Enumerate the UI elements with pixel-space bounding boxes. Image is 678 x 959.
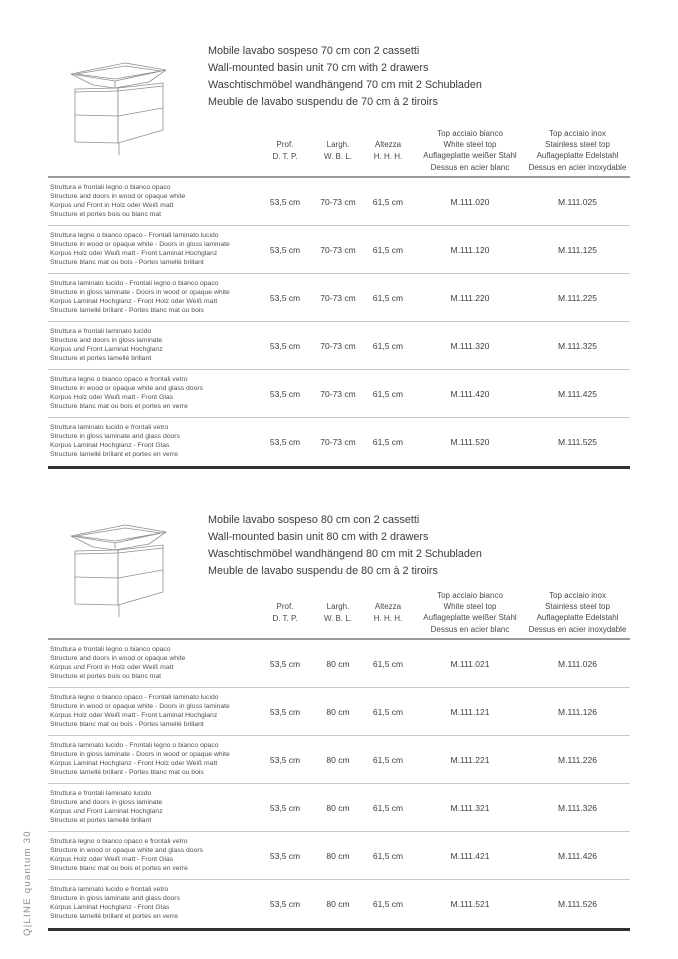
product-table-80cm	[48, 582, 630, 931]
finish-description	[48, 178, 255, 225]
depth-value: 53,5 cm	[269, 899, 301, 909]
width-value: 70-73 cm	[320, 388, 356, 399]
desc-line-de: Korpus Holz oder Weiß matt - Front Glas	[50, 394, 174, 401]
desc-line-de: Korpus Holz oder Weiß matt - Front Glas	[50, 856, 174, 863]
white-top-code: M.111.121	[450, 706, 490, 717]
product-title-en: Wall-mounted basin unit 70 cm with 2 drawers	[208, 62, 429, 74]
col-header-line: Stainless steel top	[545, 602, 610, 612]
table-header-row	[48, 582, 630, 640]
col-header-stainless-top	[525, 128, 630, 176]
white-top-code: M.111.321	[450, 802, 490, 813]
height-value: 61,5 cm	[372, 899, 404, 909]
col-header-line: Largh.	[326, 140, 350, 150]
product-title-de: Waschtischmöbel wandhängend 80 cm mit 2 Schubladen	[208, 548, 482, 560]
finish-description	[48, 640, 255, 687]
desc-line-en: Structure and doors in gloss laminate	[50, 799, 163, 806]
col-header-line: Auflageplatte weißer Stahl	[423, 613, 517, 623]
col-header-line: H. H. H.	[373, 151, 403, 161]
white-top-code: M.111.220	[450, 292, 490, 303]
desc-line-fr: Structure et portes bois ou blanc mat	[50, 673, 162, 680]
desc-line-it: Struttura e frontali laminato lucido	[50, 328, 152, 335]
product-title-fr: Meuble de lavabo suspendu de 70 cm à 2 tiroirs	[208, 96, 438, 108]
desc-line-en: Structure in wood or opaque white - Doors in gloss laminate	[50, 703, 230, 710]
inox-top-code: M.111.325	[558, 340, 597, 351]
table-row	[48, 736, 630, 784]
table-row	[48, 784, 630, 832]
desc-line-de: Korpus Laminat Hochglanz - Front Holz oder Weiß matt	[50, 298, 218, 305]
desc-line-en: Structure in gloss laminate and glass doors	[50, 433, 180, 440]
width-value: 70-73 cm	[320, 437, 356, 447]
col-header-depth	[255, 139, 315, 176]
desc-line-en: Structure in wood or opaque white and glass doors	[50, 385, 204, 392]
desc-line-de: Korpus und Front in Holz oder Weiß matt	[50, 202, 174, 209]
height-value: 61,5 cm	[372, 658, 404, 669]
desc-line-it: Struttura legno o bianco opaco - Frontali laminato lucido	[50, 694, 219, 701]
col-header-white-steel-top	[415, 590, 525, 638]
depth-value: 53,5 cm	[269, 340, 301, 351]
width-value: 70-73 cm	[320, 292, 356, 303]
depth-value: 53,5 cm	[269, 706, 301, 717]
col-header-line: Top acciaio inox	[549, 590, 606, 600]
col-header-line: Altezza	[374, 140, 402, 150]
col-header-line: Dessus en acier inoxydable	[528, 624, 627, 634]
col-header-width	[315, 139, 361, 176]
width-value: 80 cm	[326, 802, 350, 813]
width-value: 80 cm	[326, 850, 350, 861]
finish-description	[48, 736, 255, 783]
desc-line-en: Structure in gloss laminate - Doors in wood or opaque white	[50, 751, 230, 758]
inox-top-code: M.111.525	[558, 437, 597, 447]
desc-line-it: Struttura laminato lucido - Frontali legno o bianco opaco	[50, 280, 219, 287]
finish-description	[48, 274, 255, 321]
inox-top-code: M.111.125	[558, 244, 597, 255]
table-row	[48, 640, 630, 688]
table-row	[48, 688, 630, 736]
col-header-line: Prof.	[276, 602, 294, 612]
width-value: 70-73 cm	[320, 196, 356, 207]
col-header-line: Dessus en acier blanc	[430, 162, 510, 172]
inox-top-code: M.111.126	[558, 706, 597, 717]
product-title-block	[208, 512, 482, 580]
desc-line-it: Struttura e frontali laminato lucido	[50, 790, 152, 797]
height-value: 61,5 cm	[372, 244, 404, 255]
col-header-line: Auflageplatte weißer Stahl	[423, 151, 517, 161]
desc-line-fr: Structure et portes lamellé brillant	[50, 817, 152, 824]
desc-line-it: Struttura laminato lucido e frontali vetro	[50, 886, 169, 893]
height-value: 61,5 cm	[372, 340, 404, 351]
product-title-it: Mobile lavabo sospeso 80 cm con 2 cassetti	[208, 514, 420, 526]
inox-top-code: M.111.526	[558, 899, 597, 909]
col-header-line: Top acciaio bianco	[437, 590, 503, 600]
width-value: 80 cm	[326, 658, 350, 669]
depth-value: 53,5 cm	[269, 292, 301, 303]
desc-line-en: Structure in gloss laminate - Doors in wood or opaque white	[50, 289, 230, 296]
finish-description	[48, 784, 255, 831]
table-row	[48, 418, 630, 466]
white-top-code: M.111.120	[450, 244, 490, 255]
col-header-line: Altezza	[374, 602, 402, 612]
white-top-code: M.111.221	[450, 754, 490, 765]
desc-line-it: Struttura e frontali legno o bianco opaco	[50, 184, 171, 191]
inox-top-code: M.111.326	[558, 802, 597, 813]
product-title-en: Wall-mounted basin unit 80 cm with 2 drawers	[208, 531, 429, 543]
white-top-code: M.111.020	[450, 196, 490, 207]
desc-line-it: Struttura e frontali legno o bianco opaco	[50, 646, 171, 653]
col-header-depth	[255, 601, 315, 638]
white-top-code: M.111.521	[450, 899, 490, 909]
white-top-code: M.111.520	[450, 437, 490, 447]
table-row	[48, 178, 630, 226]
inox-top-code: M.111.426	[558, 850, 597, 861]
desc-line-en: Structure in wood or opaque white and glass doors	[50, 847, 204, 854]
depth-value: 53,5 cm	[269, 658, 301, 669]
table-row	[48, 370, 630, 418]
table-row	[48, 322, 630, 370]
height-value: 61,5 cm	[372, 292, 404, 303]
desc-line-en: Structure in gloss laminate and glass doors	[50, 895, 180, 902]
desc-line-de: Korpus und Front Laminat Hochglanz	[50, 808, 163, 815]
col-header-stainless-top	[525, 590, 630, 638]
height-value: 61,5 cm	[372, 196, 404, 207]
col-header-line: W. B. L.	[323, 151, 352, 161]
finish-description	[48, 880, 255, 928]
depth-value: 53,5 cm	[269, 388, 301, 399]
col-header-line: Dessus en acier blanc	[430, 624, 510, 634]
desc-line-de: Korpus Holz oder Weiß matt - Front Laminat Hochglanz	[50, 250, 218, 257]
desc-line-de: Korpus Laminat Hochglanz - Front Glas	[50, 904, 170, 911]
depth-value: 53,5 cm	[269, 437, 301, 447]
col-header-line: Auflageplatte Edelstahl	[536, 613, 619, 623]
desc-line-en: Structure and doors in wood or opaque white	[50, 193, 186, 200]
col-header-height	[361, 139, 415, 176]
product-title-block	[208, 43, 482, 111]
desc-line-it: Struttura legno o bianco opaco - Frontali laminato lucido	[50, 232, 219, 239]
desc-line-fr: Structure blanc mat ou bois - Portes lamellé brillant	[50, 259, 204, 266]
desc-line-fr: Structure et portes bois ou blanc mat	[50, 211, 162, 218]
desc-line-fr: Structure blanc mat ou bois et portes en verre	[50, 403, 188, 410]
width-value: 80 cm	[326, 706, 350, 717]
depth-value: 53,5 cm	[269, 802, 301, 813]
width-value: 80 cm	[326, 754, 350, 765]
white-top-code: M.111.420	[450, 388, 490, 399]
col-header-line: W. B. L.	[323, 613, 352, 623]
desc-line-fr: Structure et portes lamellé brillant	[50, 355, 152, 362]
col-header-line: Largh.	[326, 602, 350, 612]
depth-value: 53,5 cm	[269, 754, 301, 765]
table-header-row	[48, 120, 630, 178]
desc-line-fr: Structure lamellé brillant et portes en verre	[50, 913, 179, 920]
desc-line-it: Struttura laminato lucido - Frontali legno o bianco opaco	[50, 742, 219, 749]
height-value: 61,5 cm	[372, 850, 404, 861]
table-row	[48, 274, 630, 322]
col-header-line: Prof.	[276, 140, 294, 150]
width-value: 70-73 cm	[320, 340, 356, 351]
table-row	[48, 880, 630, 928]
col-header-width	[315, 601, 361, 638]
finish-description	[48, 832, 255, 879]
col-header-line: D. T. P.	[272, 613, 298, 623]
height-value: 61,5 cm	[372, 802, 404, 813]
finish-description	[48, 370, 255, 417]
width-value: 80 cm	[326, 899, 350, 909]
col-header-line: D. T. P.	[272, 151, 298, 161]
inox-top-code: M.111.025	[558, 196, 597, 207]
product-title-de: Waschtischmöbel wandhängend 70 cm mit 2 Schubladen	[208, 79, 482, 91]
col-header-line: Stainless steel top	[545, 140, 610, 150]
finish-description	[48, 322, 255, 369]
desc-line-de: Korpus Laminat Hochglanz - Front Glas	[50, 442, 170, 449]
col-header-line: White steel top	[443, 140, 497, 150]
depth-value: 53,5 cm	[269, 196, 301, 207]
product-title-it: Mobile lavabo sospeso 70 cm con 2 cassetti	[208, 45, 420, 57]
white-top-code: M.111.320	[450, 340, 490, 351]
finish-description	[48, 688, 255, 735]
height-value: 61,5 cm	[372, 437, 404, 447]
white-top-code: M.111.421	[450, 850, 490, 861]
col-header-line: White steel top	[443, 602, 497, 612]
depth-value: 53,5 cm	[269, 244, 301, 255]
product-title-fr: Meuble de lavabo suspendu de 80 cm à 2 tiroirs	[208, 565, 438, 577]
desc-line-de: Korpus und Front in Holz oder Weiß matt	[50, 664, 174, 671]
brand-vertical-label: Q|LINE quantum 30	[22, 830, 33, 936]
desc-line-it: Struttura laminato lucido e frontali vetro	[50, 424, 169, 431]
table-row	[48, 226, 630, 274]
col-header-line: H. H. H.	[373, 613, 403, 623]
desc-line-en: Structure and doors in gloss laminate	[50, 337, 163, 344]
desc-line-en: Structure and doors in wood or opaque white	[50, 655, 186, 662]
desc-line-fr: Structure blanc mat ou bois et portes en verre	[50, 865, 188, 872]
depth-value: 53,5 cm	[269, 850, 301, 861]
desc-line-de: Korpus und Front Laminat Hochglanz	[50, 346, 163, 353]
desc-line-de: Korpus Laminat Hochglanz - Front Holz oder Weiß matt	[50, 760, 218, 767]
product-section-70cm	[0, 0, 678, 462]
col-header-line: Top acciaio inox	[549, 128, 606, 138]
product-section-80cm	[0, 462, 678, 924]
desc-line-fr: Structure lamellé brillant - Portes blanc mat ou bois	[50, 769, 204, 776]
desc-line-fr: Structure blanc mat ou bois - Portes lamellé brillant	[50, 721, 204, 728]
desc-line-en: Structure in wood or opaque white - Doors in gloss laminate	[50, 241, 230, 248]
height-value: 61,5 cm	[372, 388, 404, 399]
inox-top-code: M.111.026	[558, 658, 597, 669]
desc-line-it: Struttura legno o bianco opaco e frontali vetro	[50, 376, 188, 383]
inox-top-code: M.111.225	[558, 292, 597, 303]
table-row	[48, 832, 630, 880]
desc-line-fr: Structure lamellé brillant - Portes blanc mat ou bois	[50, 307, 204, 314]
inox-top-code: M.111.226	[558, 754, 597, 765]
col-header-line: Dessus en acier inoxydable	[528, 162, 627, 172]
height-value: 61,5 cm	[372, 706, 404, 717]
desc-line-it: Struttura legno o bianco opaco e frontali vetro	[50, 838, 188, 845]
col-header-height	[361, 601, 415, 638]
col-header-white-steel-top	[415, 128, 525, 176]
height-value: 61,5 cm	[372, 754, 404, 765]
col-header-line: Auflageplatte Edelstahl	[536, 151, 619, 161]
finish-description	[48, 418, 255, 466]
desc-line-de: Korpus Holz oder Weiß matt - Front Laminat Hochglanz	[50, 712, 218, 719]
white-top-code: M.111.021	[450, 658, 490, 669]
inox-top-code: M.111.425	[558, 388, 597, 399]
width-value: 70-73 cm	[320, 244, 356, 255]
finish-description	[48, 226, 255, 273]
product-table-70cm	[48, 120, 630, 469]
col-header-line: Top acciaio bianco	[437, 128, 503, 138]
desc-line-fr: Structure lamellé brillant et portes en verre	[50, 451, 179, 458]
